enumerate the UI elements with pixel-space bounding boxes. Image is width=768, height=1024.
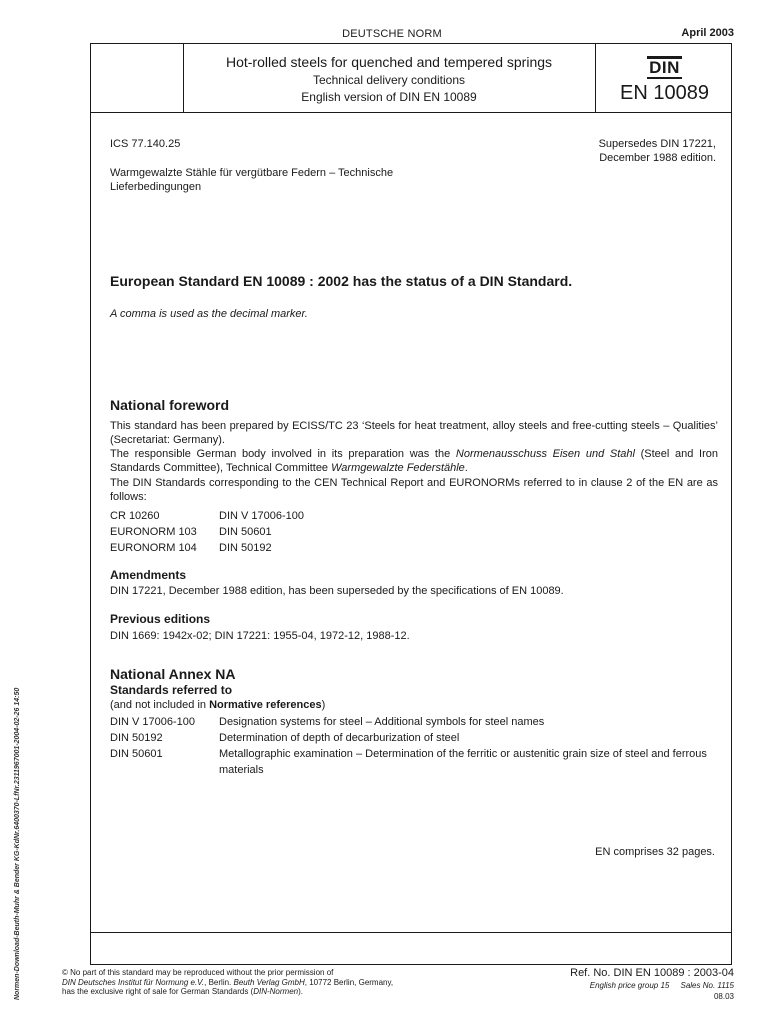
document-title: Hot-rolled steels for quenched and tempered springs bbox=[225, 54, 553, 70]
foreword-p2-text-c: . bbox=[464, 462, 468, 474]
annex-note-text-b: ) bbox=[321, 699, 326, 711]
previous-editions-heading: Previous editions bbox=[110, 612, 211, 626]
reference-number: Ref. No. DIN EN 10089 : 2003-04 bbox=[570, 967, 734, 979]
download-watermark: Normen-Download-Beuth-Muhr & Bender KG-KdNr.6400370-LfNr.2311967001-2004-02-26 14:50 bbox=[14, 687, 21, 1000]
foreword-p2-text-a: The responsible German body involved in its preparation was the bbox=[110, 448, 456, 460]
amendments-heading: Amendments bbox=[110, 568, 187, 582]
foreword-p2-committee-name: Normenausschuss Eisen und Stahl bbox=[455, 448, 635, 460]
standards-referred-heading: Standards referred to bbox=[110, 683, 233, 697]
supersedes-note bbox=[599, 137, 716, 165]
amendments-text: DIN 17221, December 1988 edition, has been superseded by the specifications of EN 10089. bbox=[110, 585, 564, 597]
copyright-line-3 bbox=[62, 987, 482, 997]
supersedes-line-2: December 1988 edition. bbox=[599, 152, 716, 164]
title-block bbox=[91, 44, 731, 113]
din-logo: DIN bbox=[649, 58, 680, 77]
national-annex-heading: National Annex NA bbox=[110, 666, 236, 682]
table-row bbox=[110, 540, 304, 556]
table-row bbox=[110, 730, 720, 746]
table-row bbox=[110, 746, 720, 778]
german-title-line-1: Warmgewalzte Stähle für vergütbare Federn – Technische bbox=[110, 167, 394, 179]
annex-note-text-a: (and not included in bbox=[110, 699, 210, 711]
foreword-paragraph-3: The DIN Standards corresponding to the CEN Technical Report and EURONORMs referred to in clause 2 of the EN are as follows: bbox=[110, 477, 718, 503]
copyright-line-2 bbox=[62, 978, 482, 988]
foreword-p2-text-b: (Steel and Iron Standards Committee), Technical Committee bbox=[110, 448, 718, 474]
status-statement: European Standard EN 10089 : 2002 has the status of a DIN Standard. bbox=[110, 273, 573, 289]
decimal-marker-note: A comma is used as the decimal marker. bbox=[110, 308, 308, 320]
correspondence-table bbox=[110, 508, 304, 556]
copyright-text-f: has the exclusive right of sale for German Standards ( bbox=[62, 987, 254, 996]
standard-number: EN 10089 bbox=[620, 82, 709, 104]
en-reference: EURONORM 103 bbox=[110, 526, 197, 538]
copyright-notice bbox=[62, 968, 482, 997]
standard-code: DIN 50192 bbox=[110, 732, 163, 744]
din-reference: DIN V 17006-100 bbox=[219, 510, 304, 522]
copyright-din-normen: DIN-Normen bbox=[253, 987, 299, 996]
supersedes-line-1: Supersedes DIN 17221, bbox=[598, 138, 716, 150]
national-foreword-heading: National foreword bbox=[110, 397, 230, 413]
table-row bbox=[110, 524, 304, 540]
price-group: English price group 15 Sales No. 1115 bbox=[589, 981, 734, 990]
annex-note bbox=[110, 698, 325, 712]
standard-code: DIN 50601 bbox=[110, 748, 163, 760]
foreword-paragraph-2 bbox=[110, 447, 718, 475]
standards-referred-table bbox=[110, 714, 720, 778]
document-version-note: English version of DIN EN 10089 bbox=[301, 90, 477, 104]
copyright-text-h: ). bbox=[298, 987, 303, 996]
copyright-text-c: , Berlin. bbox=[204, 977, 234, 987]
copyright-line-1: © No part of this standard may be reproduced without the prior permission of bbox=[62, 968, 334, 977]
table-row bbox=[110, 508, 304, 524]
table-row bbox=[110, 714, 720, 730]
annex-note-bold: Normative references bbox=[209, 699, 322, 711]
standard-description: Metallographic examination – Determination of the ferritic or austenitic grain size of steel and ferrous materials bbox=[219, 748, 707, 776]
foreword-paragraph-1: This standard has been prepared by ECISS/TC 23 ‘Steels for heat treatment, alloy steels and free-cutting steels – Qualities’ (Secretariat: Germany). bbox=[110, 420, 718, 446]
standard-description: Designation systems for steel – Additional symbols for steel names bbox=[219, 716, 545, 728]
page-count-note: EN comprises 32 pages. bbox=[595, 846, 715, 858]
ics-code: ICS 77.140.25 bbox=[110, 138, 181, 150]
issue-date: April 2003 bbox=[681, 27, 734, 39]
document-subtitle: Technical delivery conditions bbox=[312, 73, 466, 87]
copyright-text-e: , 10772 Berlin, Germany, bbox=[304, 977, 394, 987]
en-reference: CR 10260 bbox=[110, 510, 160, 522]
standard-code: DIN V 17006-100 bbox=[110, 716, 195, 728]
german-title bbox=[110, 166, 470, 194]
german-title-line-2: Lieferbedingungen bbox=[110, 181, 202, 193]
title-block-blank-cell bbox=[91, 44, 184, 112]
standard-description: Determination of depth of decarburization of steel bbox=[219, 732, 460, 744]
en-reference: EURONORM 104 bbox=[110, 542, 197, 554]
din-reference: DIN 50601 bbox=[219, 526, 272, 538]
din-reference: DIN 50192 bbox=[219, 542, 272, 554]
title-block-center bbox=[183, 44, 595, 112]
print-code: 08.03 bbox=[713, 992, 734, 1001]
document-type-label: DEUTSCHE NORM bbox=[342, 28, 442, 40]
copyright-din-name: DIN Deutsches Institut für Normung e.V. bbox=[62, 977, 205, 987]
copyright-beuth-name: Beuth Verlag GmbH bbox=[233, 977, 305, 987]
frame-bottom-divider bbox=[91, 932, 731, 933]
foreword-p2-tc-name: Warmgewalzte Federstähle bbox=[331, 462, 465, 474]
title-block-right bbox=[595, 44, 733, 112]
previous-editions-text: DIN 1669: 1942x-02; DIN 17221: 1955-04, 1972-12, 1988-12. bbox=[110, 630, 410, 642]
